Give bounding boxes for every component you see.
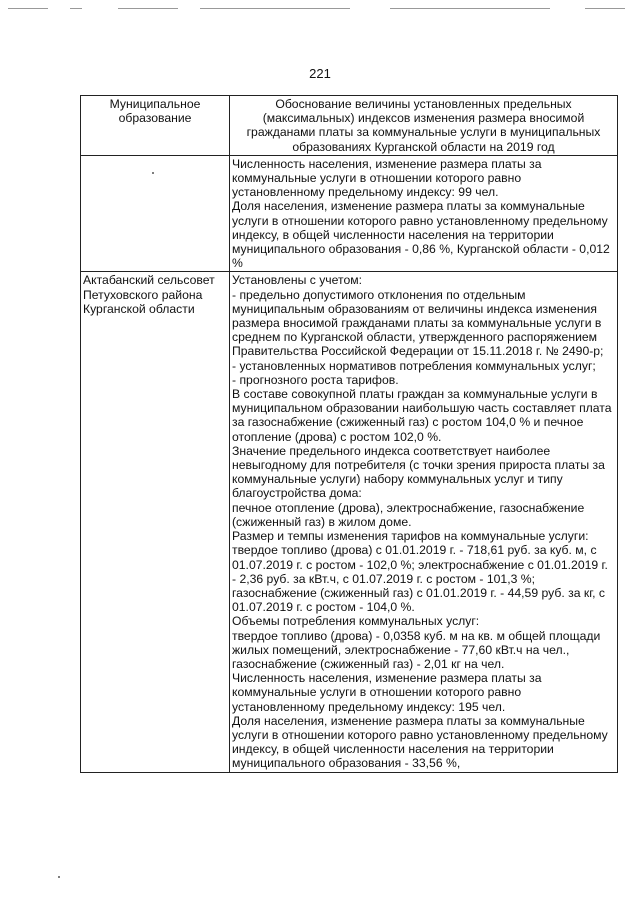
table-row: [81, 155, 618, 272]
municipality-cell: [81, 272, 230, 772]
scan-speck: [58, 876, 60, 878]
paragraph: Доля населения, изменение размера платы за коммунальные услуги в отношении которого равно установленному предельному индексу, в общей численности населения на территории муниципального образования - 33,56 %,: [232, 713, 608, 771]
table-header-row: [81, 96, 618, 156]
paragraph: Доля населения, изменение размера платы за коммунальные услуги в отношении которого равно установленному предельному индексу, в общей численности населения на территории муниципального образования - 0,86 %, Курганской области - 0,012 %: [232, 199, 610, 271]
municipality-name: Актабанский сельсовет Петуховского района Курганской области: [83, 273, 215, 316]
justification-cell: [230, 155, 618, 272]
paragraph: В составе совокупной платы граждан за коммунальные услуги в муниципальном образовании наибольшую часть составляет плата за газоснабжение (сжиженный газ) с ростом 104,0 % и печное отопление (дрова) с ростом 102,0 %.: [232, 387, 612, 444]
scan-artifact-line: [8, 8, 48, 9]
scan-artifact-line: [70, 8, 82, 9]
justification-cell: [230, 272, 618, 772]
header-municipality: Муниципальное образование: [81, 96, 230, 156]
municipality-cell: [81, 155, 230, 272]
header-justification: Обоснование величины установленных предельных (максимальных) индексов изменения размера вносимой гражданами платы за коммунальные услуги в муниципальных образованиях Курганской области на 2019 год: [230, 96, 618, 156]
paragraph: Численность населения, изменение размера платы за коммунальные услуги в отношении которого равно установленному предельному индексу: 99 чел.: [232, 156, 542, 200]
justification-table: [80, 95, 618, 773]
scan-speck: [152, 172, 154, 174]
paragraph: Размер и темпы изменения тарифов на коммунальные услуги:: [232, 529, 589, 544]
scan-artifact-line: [200, 8, 350, 9]
scan-artifact-line: [390, 8, 550, 9]
paragraph: Установлены с учетом:: [232, 273, 362, 288]
paragraph: Значение предельного индекса соответствует наиболее невыгодному для потребителя (с точки зрения прироста платы за коммунальные услуги) набору коммунальных услуг и типу благоустройства дома:: [232, 443, 605, 501]
table-row: [81, 272, 618, 772]
paragraph: Объемы потребления коммунальных услуг:: [232, 614, 480, 629]
paragraph: Численность населения, изменение размера платы за коммунальные услуги в отношении которого равно установленному предельному индексу: 195 чел.: [232, 671, 542, 714]
paragraph: твердое топливо (дрова) - 0,0358 куб. м на кв. м общей площади жилых помещений, электроснабжение - 77,60 кВт.ч на чел., газоснабжение (сжиженный газ) - 2,01 кг на чел.: [232, 628, 601, 671]
paragraph: - установленных нормативов потребления коммунальных услуг;: [232, 358, 596, 373]
paragraph: - предельно допустимого отклонения по отдельным муниципальным образованиям от величины индекса изменения размера вносимой гражданами платы за коммунальные услуги в среднем по Курганской области, утвержденного распоряжением Правительства Российской Федерации от 15.11.2018 г. № 2490-р;: [232, 287, 604, 359]
paragraph: твердое топливо (дрова) с 01.01.2019 г. - 718,61 руб. за куб. м, с 01.07.2019 г. с ростом - 102,0 %; электроснабжение с 01.01.2019 г. - 2,36 руб. за кВт.ч, с 01.07.2019 г. с ростом - 101,3 %; газоснабжение (сжиженный газ) с 01.01.2019 г. - 44,59 руб. за кг, с 01.07.2019 г. с ростом - 104,0 %.: [232, 543, 608, 615]
paragraph: печное отопление (дрова), электроснабжение, газоснабжение (сжиженный газ) в жилом доме.: [232, 500, 585, 529]
page-number: 221: [309, 66, 331, 81]
scan-artifact-line: [585, 8, 625, 9]
paragraph: - прогнозного роста тарифов.: [232, 372, 399, 387]
scan-artifact-line: [118, 8, 178, 9]
